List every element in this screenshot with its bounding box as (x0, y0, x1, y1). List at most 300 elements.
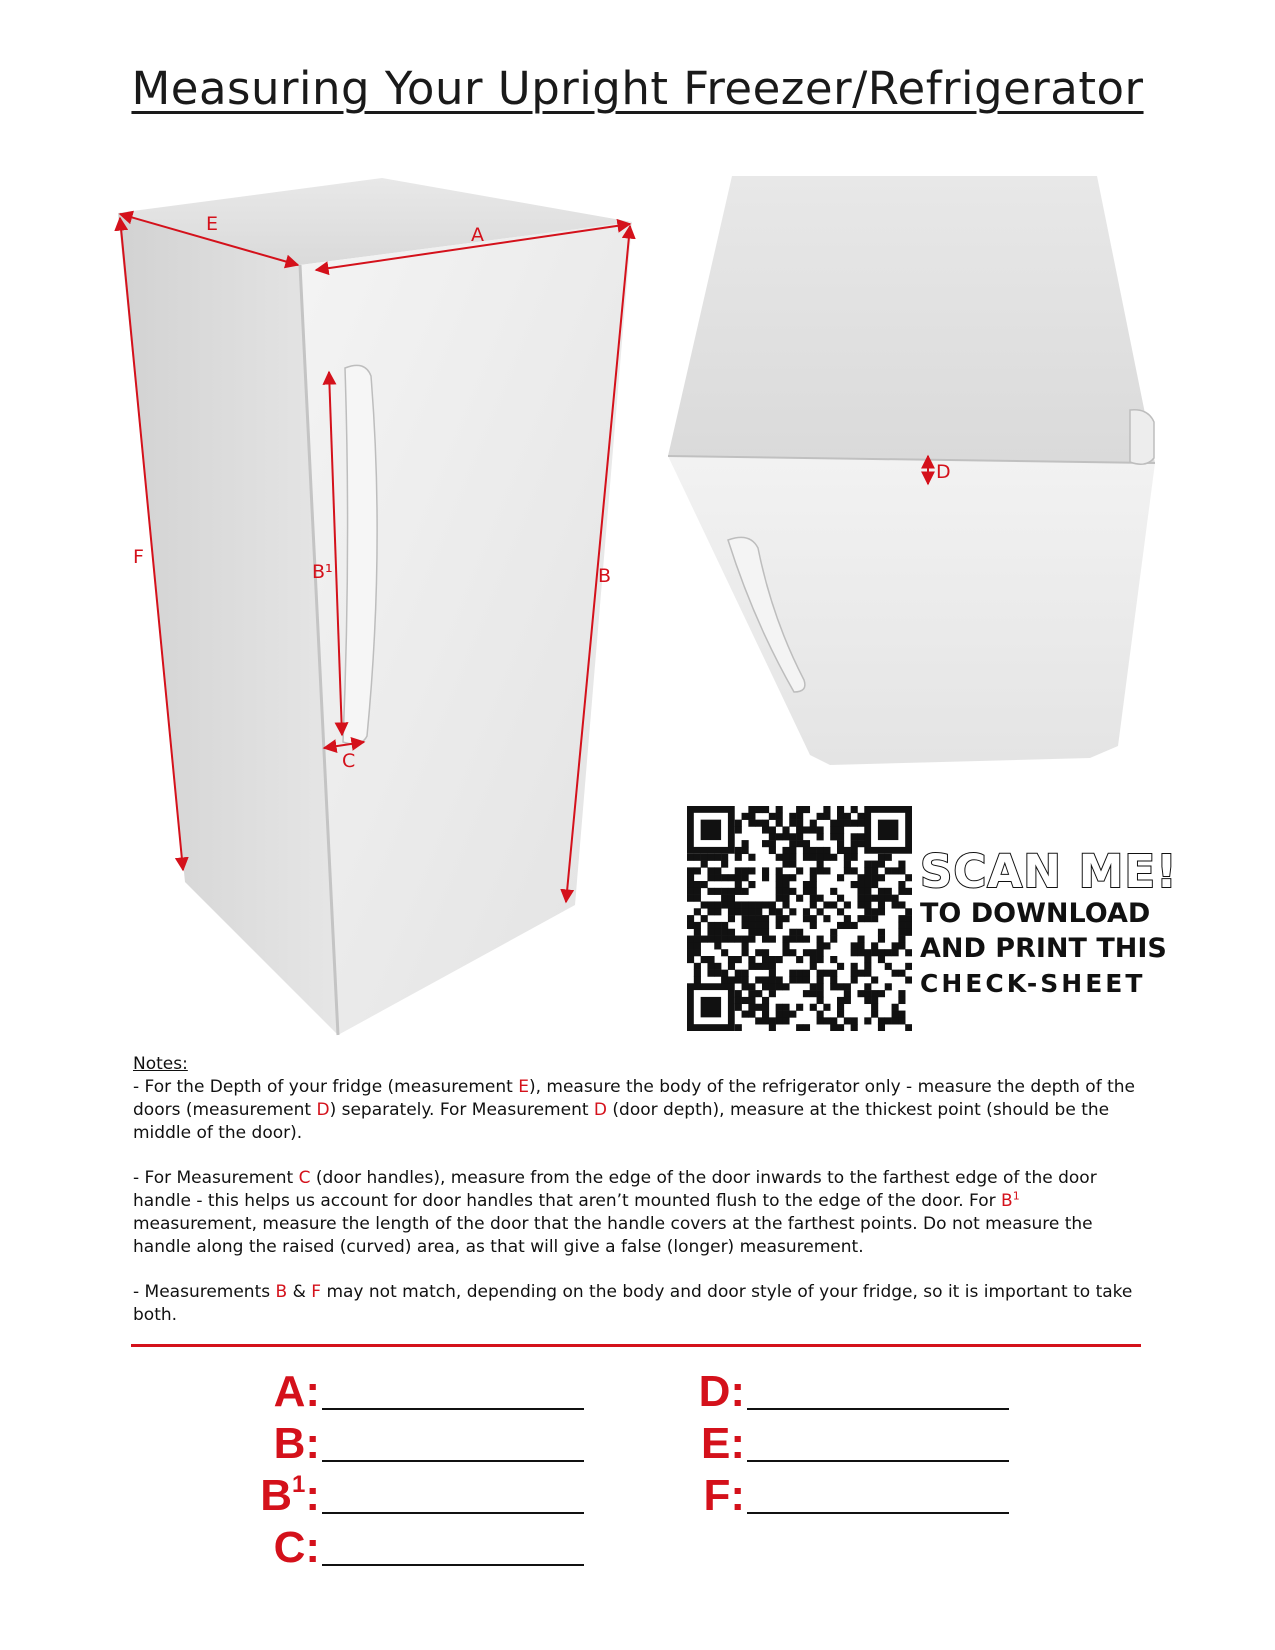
qr-module (742, 949, 749, 956)
qr-code[interactable] (687, 806, 912, 1031)
qr-module (707, 888, 714, 895)
qr-module (694, 867, 701, 874)
divider (131, 1344, 1141, 1347)
note-ref-b1-sup: 1 (1012, 1189, 1020, 1203)
qr-module (823, 806, 830, 813)
qr-module (810, 990, 817, 997)
qr-module (789, 840, 796, 847)
qr-module (769, 833, 776, 840)
qr-module (694, 908, 701, 915)
qr-module (769, 826, 776, 833)
qr-module (748, 901, 755, 908)
label-c: C (342, 750, 356, 772)
qr-module (735, 976, 742, 983)
qr-module (762, 929, 769, 936)
field-f (680, 1466, 1009, 1518)
qr-module (830, 970, 837, 977)
qr-module (864, 990, 871, 997)
qr-module (810, 874, 817, 881)
qr-module (789, 874, 796, 881)
qr-module (851, 942, 858, 949)
qr-module (769, 970, 776, 977)
qr-module (721, 854, 728, 861)
qr-module (885, 854, 892, 861)
field-e-line[interactable] (747, 1460, 1009, 1462)
qr-module (735, 881, 742, 888)
qr-module (762, 997, 769, 1004)
qr-module (796, 840, 803, 847)
qr-module (871, 895, 878, 902)
qr-module (878, 861, 885, 868)
note-text: (door depth), measure at the thickest point (should be the middle of the door). (133, 1100, 1110, 1143)
qr-module (796, 813, 803, 820)
qr-module (782, 1017, 789, 1024)
qr-module (789, 949, 796, 956)
qr-module (762, 820, 769, 827)
qr-module (728, 908, 735, 915)
qr-module (694, 976, 701, 983)
qr-module (837, 1011, 844, 1018)
qr-module (789, 908, 796, 915)
hinge (1130, 410, 1154, 465)
qr-module (885, 1017, 892, 1024)
qr-module (735, 867, 742, 874)
qr-module (857, 901, 864, 908)
qr-module (796, 976, 803, 983)
qr-module (742, 976, 749, 983)
note-text: - Measurements (133, 1282, 276, 1302)
qr-module (810, 915, 817, 922)
field-d-label: D: (698, 1367, 745, 1416)
qr-module (864, 1017, 871, 1024)
qr-module (871, 867, 878, 874)
label-e: E (206, 213, 219, 235)
qr-module (844, 990, 851, 997)
qr-module (714, 901, 721, 908)
qr-module (892, 970, 899, 977)
qr-module (735, 1024, 742, 1031)
qr-module (864, 949, 871, 956)
qr-module (762, 1011, 769, 1018)
qr-module (837, 826, 844, 833)
qr-module (892, 942, 899, 949)
qr-module (755, 929, 762, 936)
qr-module (898, 922, 905, 929)
qr-module (755, 915, 762, 922)
qr-module (864, 888, 871, 895)
qr-module (735, 901, 742, 908)
qr-module (803, 840, 810, 847)
qr-module (803, 1024, 810, 1031)
qr-module (748, 929, 755, 936)
qr-module (742, 936, 749, 943)
qr-module (755, 806, 762, 813)
qr-module (735, 997, 742, 1004)
qr-module (857, 813, 864, 820)
qr-module (742, 983, 749, 990)
qr-module (748, 915, 755, 922)
qr-module (837, 983, 844, 990)
qr-module (769, 990, 776, 997)
qr-module (694, 854, 701, 861)
qr-module (748, 1004, 755, 1011)
page-title: Measuring Your Upright Freezer/Refrigerator (131, 62, 1144, 115)
qr-module (864, 881, 871, 888)
qr-module (687, 895, 694, 902)
qr-module (844, 915, 851, 922)
note-ref-e: E (518, 1077, 529, 1097)
qr-module (742, 942, 749, 949)
qr-module (769, 1024, 776, 1031)
qr-module (803, 881, 810, 888)
qr-module (817, 813, 824, 820)
qr-module (776, 956, 783, 963)
qr-module (817, 854, 824, 861)
qr-module (762, 922, 769, 929)
scan-line-3: CHECK-SHEET (920, 969, 1146, 998)
qr-module (748, 997, 755, 1004)
qr-module (707, 874, 714, 881)
qr-module (728, 956, 735, 963)
qr-module (837, 997, 844, 1004)
qr-module (721, 901, 728, 908)
qr-module (762, 867, 769, 874)
qr-module (878, 936, 885, 943)
qr-module (762, 806, 769, 813)
qr-module (898, 881, 905, 888)
qr-module (817, 847, 824, 854)
qr-module (817, 936, 824, 943)
qr-module (714, 854, 721, 861)
qr-module (871, 990, 878, 997)
qr-module (755, 949, 762, 956)
qr-module (817, 1017, 824, 1024)
qr-module (857, 942, 864, 949)
field-d-line[interactable] (747, 1408, 1009, 1410)
qr-module (851, 854, 858, 861)
qr-module (817, 826, 824, 833)
qr-module (830, 901, 837, 908)
qr-module (776, 908, 783, 915)
note-text: ), measure the body of the refrigerator only - measure the depth of the doors (measurement (133, 1077, 1135, 1120)
qr-module (857, 840, 864, 847)
field-d (680, 1362, 1009, 1414)
qr-module (701, 861, 708, 868)
qr-module (776, 806, 783, 813)
qr-module (748, 983, 755, 990)
qr-module (694, 922, 701, 929)
field-c-line[interactable] (322, 1564, 584, 1566)
qr-module (721, 895, 728, 902)
qr-module (830, 956, 837, 963)
qr-module (701, 881, 708, 888)
qr-module (762, 1017, 769, 1024)
qr-module (742, 840, 749, 847)
qr-module (728, 929, 735, 936)
qr-module (721, 888, 728, 895)
qr-module (735, 826, 742, 833)
qr-module (857, 820, 864, 827)
qr-module (776, 813, 783, 820)
qr-module (796, 867, 803, 874)
qr-module (742, 922, 749, 929)
scan-line-1: TO DOWNLOAD (920, 898, 1151, 929)
field-a-label: A: (273, 1367, 320, 1416)
qr-module (892, 1017, 899, 1024)
qr-module (830, 820, 837, 827)
qr-module (844, 847, 851, 854)
qr-module (735, 936, 742, 943)
qr-module (844, 820, 851, 827)
qr-module (837, 820, 844, 827)
qr-module (782, 826, 789, 833)
note-ref-c: C (298, 1168, 311, 1188)
qr-module (782, 915, 789, 922)
freezer-top-surface (668, 176, 1155, 463)
qr-module (748, 956, 755, 963)
qr-module (864, 895, 871, 902)
qr-module (742, 888, 749, 895)
qr-module (878, 895, 885, 902)
qr-module (687, 956, 694, 963)
qr-module (823, 1017, 830, 1024)
qr-module (687, 874, 694, 881)
qr-module (885, 983, 892, 990)
qr-module (755, 908, 762, 915)
note-text: (door handles), measure from the edge of the door inwards to the farthest edge of the door handle - this helps us account for door handles that aren’t mounted flush to the edge of the door. For (133, 1168, 1097, 1211)
qr-module (851, 976, 858, 983)
qr-module (782, 888, 789, 895)
note-ref-b1-base: B (1001, 1191, 1013, 1211)
qr-module (701, 854, 708, 861)
qr-module (735, 970, 742, 977)
qr-module (857, 833, 864, 840)
qr-module (878, 874, 885, 881)
qr-module (830, 826, 837, 833)
qr-module (776, 1004, 783, 1011)
qr-module (898, 861, 905, 868)
qr-module (735, 990, 742, 997)
qr-module (830, 976, 837, 983)
qr-module (898, 942, 905, 949)
qr-module (857, 888, 864, 895)
qr-module (789, 1011, 796, 1018)
qr-module (796, 806, 803, 813)
qr-module (748, 881, 755, 888)
qr-module (878, 1024, 885, 1031)
qr-module (714, 970, 721, 977)
field-b1-line[interactable] (322, 1512, 584, 1514)
qr-module (782, 936, 789, 943)
qr-module (742, 908, 749, 915)
qr-module (830, 1024, 837, 1031)
qr-module (892, 867, 899, 874)
qr-module (687, 949, 694, 956)
qr-module (830, 833, 837, 840)
qr-module (830, 929, 837, 936)
field-b1 (255, 1466, 584, 1518)
qr-module (782, 895, 789, 902)
qr-module (844, 861, 851, 868)
qr-module (878, 901, 885, 908)
qr-module (707, 922, 714, 929)
qr-module (714, 963, 721, 970)
qr-module (776, 1011, 783, 1018)
qr-module (721, 976, 728, 983)
qr-module (748, 963, 755, 970)
qr-module (810, 956, 817, 963)
qr-module (721, 922, 728, 929)
field-f-label: F: (703, 1471, 745, 1520)
qr-module (687, 936, 694, 943)
qr-module (823, 970, 830, 977)
freezer-door-top-view (668, 456, 1155, 765)
qr-module (810, 1004, 817, 1011)
qr-module (857, 949, 864, 956)
qr-module (817, 895, 824, 902)
qr-module (864, 963, 871, 970)
qr-module (742, 1011, 749, 1018)
qr-module (830, 888, 837, 895)
field-b-line[interactable] (322, 1460, 584, 1462)
qr-module (810, 949, 817, 956)
qr-module (864, 970, 871, 977)
qr-module (817, 908, 824, 915)
qr-module (782, 833, 789, 840)
qr-module (721, 970, 728, 977)
qr-module (844, 983, 851, 990)
notes-heading: Notes: (133, 1054, 188, 1074)
qr-module (707, 901, 714, 908)
qr-module (735, 956, 742, 963)
qr-module (823, 854, 830, 861)
qr-module (769, 1017, 776, 1024)
qr-module (714, 888, 721, 895)
note-depth (133, 1076, 1143, 1145)
label-a: A (471, 224, 484, 246)
qr-module (817, 1011, 824, 1018)
qr-module (803, 888, 810, 895)
qr-module (864, 867, 871, 874)
qr-module (769, 840, 776, 847)
qr-module (776, 915, 783, 922)
qr-module (905, 929, 912, 936)
qr-module (776, 983, 783, 990)
qr-module (803, 826, 810, 833)
field-b1-sup: 1 (291, 1471, 306, 1498)
qr-module (844, 854, 851, 861)
qr-module (871, 997, 878, 1004)
qr-module (871, 942, 878, 949)
qr-module (796, 895, 803, 902)
qr-module (735, 908, 742, 915)
qr-module (694, 963, 701, 970)
scan-me-text: SCAN ME! (920, 845, 1178, 898)
qr-module (837, 847, 844, 854)
field-f-line[interactable] (747, 1512, 1009, 1514)
qr-module (776, 874, 783, 881)
qr-module (898, 888, 905, 895)
qr-module (803, 806, 810, 813)
qr-module (851, 833, 858, 840)
qr-module (796, 929, 803, 936)
qr-module (748, 1011, 755, 1018)
qr-module (789, 833, 796, 840)
qr-module (878, 949, 885, 956)
qr-module (694, 888, 701, 895)
qr-module (830, 983, 837, 990)
qr-module (789, 929, 796, 936)
qr-module (776, 976, 783, 983)
qr-module (748, 820, 755, 827)
qr-module (803, 976, 810, 983)
qr-module (789, 854, 796, 861)
qr-module (817, 976, 824, 983)
qr-module (844, 1017, 851, 1024)
qr-module (762, 826, 769, 833)
qr-module (851, 963, 858, 970)
qr-module (823, 847, 830, 854)
qr-module (694, 929, 701, 936)
qr-module (851, 922, 858, 929)
note-ref-b1 (1001, 1191, 1020, 1211)
qr-module (885, 895, 892, 902)
qr-module (728, 936, 735, 943)
qr-module (782, 1011, 789, 1018)
qr-module (796, 956, 803, 963)
qr-module (782, 901, 789, 908)
qr-module (701, 915, 708, 922)
label-b1: B¹ (312, 561, 333, 583)
qr-module (878, 908, 885, 915)
field-a-line[interactable] (322, 1408, 584, 1410)
qr-module (898, 915, 905, 922)
qr-module (769, 936, 776, 943)
qr-module (837, 833, 844, 840)
qr-module (762, 874, 769, 881)
label-d: D (936, 461, 951, 483)
qr-module (878, 956, 885, 963)
note-b-f (133, 1281, 1143, 1327)
qr-code-pattern (687, 806, 912, 1031)
qr-module (742, 847, 749, 854)
qr-module (885, 867, 892, 874)
qr-module (864, 997, 871, 1004)
qr-module (851, 1017, 858, 1024)
qr-module (694, 936, 701, 943)
qr-module (789, 820, 796, 827)
qr-module (817, 833, 824, 840)
qr-module (864, 983, 871, 990)
qr-module (892, 895, 899, 902)
qr-module (803, 847, 810, 854)
qr-module (837, 1024, 844, 1031)
qr-module (748, 806, 755, 813)
qr-module (851, 847, 858, 854)
qr-module (789, 861, 796, 868)
qr-module (748, 854, 755, 861)
qr-module (714, 929, 721, 936)
qr-module (782, 949, 789, 956)
qr-module (782, 942, 789, 949)
qr-module (817, 942, 824, 949)
qr-module (782, 983, 789, 990)
qr-module (748, 867, 755, 874)
qr-module (687, 942, 694, 949)
qr-module (844, 922, 851, 929)
qr-module (735, 854, 742, 861)
qr-module (871, 874, 878, 881)
